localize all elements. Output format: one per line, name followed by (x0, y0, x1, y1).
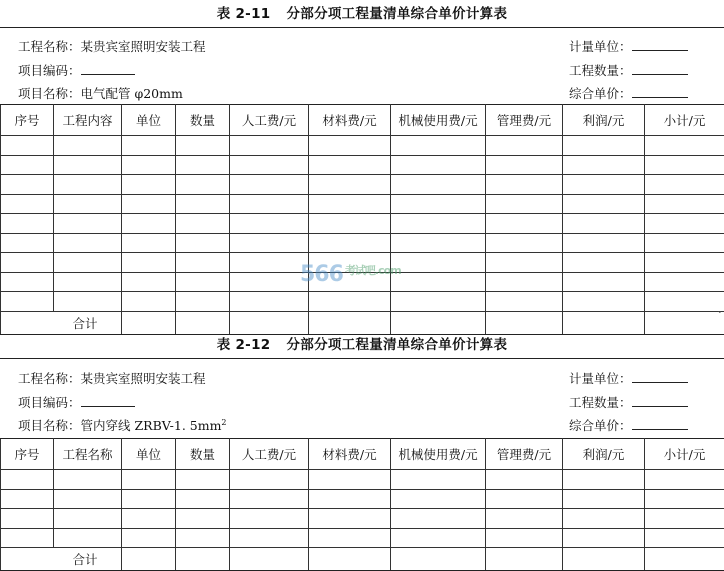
header-cell: 人工费/元 (230, 105, 309, 136)
table-row (1, 155, 724, 175)
table1-quantity: 工程数量： (569, 61, 688, 79)
watermark-main: 566 (300, 262, 343, 287)
header-cell: 序号 (1, 105, 54, 136)
table2-unit-price: 综合单价： (569, 416, 688, 434)
table-row (1, 292, 724, 312)
header-cell: 单位 (122, 105, 176, 136)
table-row (1, 489, 724, 509)
header-cell: 工程名称 (54, 439, 122, 470)
table-row (1, 528, 724, 548)
table1-total-row (1, 311, 724, 334)
table-row (1, 136, 724, 156)
table1-item-code: 项目编码： (18, 61, 135, 79)
header-cell: 管理费/元 (486, 439, 563, 470)
table1-caption: 分部分项工程量清单综合单价计算表 (286, 6, 507, 22)
table-row (1, 194, 724, 214)
header-cell: 人工费/元 (230, 439, 309, 470)
table1-total-label: 合计 (1, 311, 122, 334)
header-cell: 材料费/元 (309, 105, 391, 136)
table2-project-name: 工程名称：某贵宾室照明安装工程 (18, 369, 206, 387)
header-cell: 材料费/元 (309, 439, 391, 470)
table-row (1, 509, 724, 529)
table1-project-name: 工程名称：某贵宾室照明安装工程 (18, 37, 206, 55)
header-cell: 数量 (176, 439, 230, 470)
table2-caption: 分部分项工程量清单综合单价计算表 (286, 337, 507, 353)
table1-header-row (1, 105, 724, 136)
header-cell: 机械使用费/元 (391, 439, 486, 470)
header-cell: 管理费/元 (486, 105, 563, 136)
table1-grid (0, 104, 724, 335)
table2-total-label: 合计 (1, 548, 122, 571)
table1-unit: 计量单位： (569, 37, 688, 55)
header-cell: 数量 (176, 105, 230, 136)
table2-title (0, 333, 724, 353)
header-cell: 工程内容 (54, 105, 122, 136)
header-cell: 单位 (122, 439, 176, 470)
watermark-sub: 考试吧.com (345, 264, 401, 277)
table1-title (0, 2, 724, 22)
table2-grid (0, 438, 724, 571)
header-cell: 利润/元 (563, 439, 645, 470)
watermark-logo (300, 262, 401, 287)
header-cell: 小计/元 (645, 439, 724, 470)
table2-info (0, 358, 724, 439)
table1-info (0, 27, 724, 105)
table2-unit: 计量单位： (569, 369, 688, 387)
table2-header-row (1, 439, 724, 470)
table2-total-row (1, 548, 724, 571)
table-row (1, 214, 724, 234)
header-cell: 小计/元 (645, 105, 724, 136)
header-cell: 序号 (1, 439, 54, 470)
table-row (1, 470, 724, 490)
table2-quantity: 工程数量： (569, 393, 688, 411)
table1-number: 表 2-11 (217, 6, 271, 22)
header-cell: 机械使用费/元 (391, 105, 486, 136)
table1-item-name: 项目名称：电气配管 φ20mm (18, 84, 183, 102)
table-row (1, 233, 724, 253)
table1-unit-price: 综合单价： (569, 84, 688, 102)
table-row (1, 175, 724, 195)
edge-mark: ˇ (718, 312, 723, 322)
table2-item-name: 项目名称：管内穿线 ZRBV-1. $5mm^2$ (18, 416, 227, 434)
header-cell: 利润/元 (563, 105, 645, 136)
table2-item-code: 项目编码： (18, 393, 135, 411)
table2-number: 表 2-12 (217, 337, 271, 353)
